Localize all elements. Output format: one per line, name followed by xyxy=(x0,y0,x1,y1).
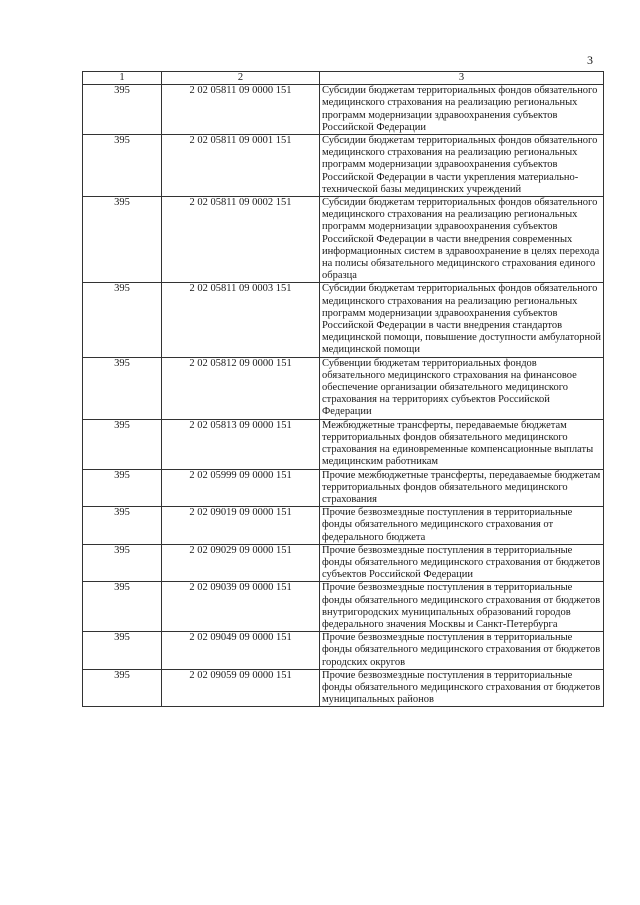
table-header-row xyxy=(83,72,604,85)
description-cell: Субсидии бюджетам территориальных фондов обязательного медицинского страхования на реализацию региональных программ модернизации здравоохранения субъектов Российской Федерации в части внедрения современных информационных систем в здравоохранение в целях перехода на полисы обязательного медицинского страхования единого образца xyxy=(320,197,604,283)
kbk-code-cell: 2 02 05811 09 0001 151 xyxy=(162,135,320,197)
table-row xyxy=(83,582,604,632)
description-cell: Прочие безвозмездные поступления в территориальные фонды обязательного медицинского страхования от бюджетов субъектов Российской Федерации xyxy=(320,544,604,582)
kbk-code-cell: 2 02 09059 09 0000 151 xyxy=(162,669,320,707)
kbk-code-cell: 2 02 05813 09 0000 151 xyxy=(162,419,320,469)
kbk-code-cell: 2 02 09039 09 0000 151 xyxy=(162,582,320,632)
table-row xyxy=(83,283,604,357)
table-row xyxy=(83,197,604,283)
kbk-code-cell: 2 02 05811 09 0000 151 xyxy=(162,85,320,135)
description-cell: Прочие безвозмездные поступления в территориальные фонды обязательного медицинского страхования от бюджетов муниципальных районов xyxy=(320,669,604,707)
description-cell: Субсидии бюджетам территориальных фондов обязательного медицинского страхования на реализацию региональных программ модернизации здравоохранения субъектов Российской Федерации в части внедрения стандартов медицинской помощи, повышение доступности амбулаторной медицинской помощи xyxy=(320,283,604,357)
kbk-code-cell: 2 02 05811 09 0003 151 xyxy=(162,283,320,357)
table-row xyxy=(83,469,604,507)
description-cell: Прочие безвозмездные поступления в территориальные фонды обязательного медицинского страхования от бюджетов внутригородских муниципальных образований городов федерального значения Москвы и Санкт-Петербурга xyxy=(320,582,604,632)
kbk-code-cell: 2 02 09049 09 0000 151 xyxy=(162,632,320,670)
admin-code-cell: 395 xyxy=(83,283,162,357)
admin-code-cell: 395 xyxy=(83,632,162,670)
admin-code-cell: 395 xyxy=(83,197,162,283)
admin-code-cell: 395 xyxy=(83,669,162,707)
kbk-code-cell: 2 02 05812 09 0000 151 xyxy=(162,357,320,419)
description-cell: Прочие безвозмездные поступления в территориальные фонды обязательного медицинского страхования от федерального бюджета xyxy=(320,507,604,545)
kbk-code-cell: 2 02 09029 09 0000 151 xyxy=(162,544,320,582)
admin-code-cell: 395 xyxy=(83,469,162,507)
description-cell: Прочие межбюджетные трансферты, передаваемые бюджетам территориальных фондов обязательного медицинского страхования xyxy=(320,469,604,507)
admin-code-cell: 395 xyxy=(83,419,162,469)
admin-code-cell: 395 xyxy=(83,135,162,197)
table-row xyxy=(83,85,604,135)
admin-code-cell: 395 xyxy=(83,85,162,135)
description-cell: Субсидии бюджетам территориальных фондов обязательного медицинского страхования на реализацию региональных программ модернизации здравоохранения субъектов Российской Федерации в части укрепления материально-технической базы медицинских учреждений xyxy=(320,135,604,197)
kbk-code-cell: 2 02 09019 09 0000 151 xyxy=(162,507,320,545)
table-row xyxy=(83,544,604,582)
table-row xyxy=(83,507,604,545)
table-row xyxy=(83,135,604,197)
description-cell: Прочие безвозмездные поступления в территориальные фонды обязательного медицинского страхования от бюджетов городских округов xyxy=(320,632,604,670)
column-header-1: 1 xyxy=(83,72,162,85)
admin-code-cell: 395 xyxy=(83,544,162,582)
admin-code-cell: 395 xyxy=(83,582,162,632)
table-row xyxy=(83,419,604,469)
kbk-code-cell: 2 02 05811 09 0002 151 xyxy=(162,197,320,283)
budget-classification-table xyxy=(82,71,604,707)
table-row xyxy=(83,632,604,670)
admin-code-cell: 395 xyxy=(83,507,162,545)
admin-code-cell: 395 xyxy=(83,357,162,419)
description-cell: Субсидии бюджетам территориальных фондов обязательного медицинского страхования на реализацию региональных программ модернизации здравоохранения субъектов Российской Федерации xyxy=(320,85,604,135)
table-row xyxy=(83,669,604,707)
table-body xyxy=(83,72,604,707)
column-header-3: 3 xyxy=(320,72,604,85)
table-row xyxy=(83,357,604,419)
page-number: 3 xyxy=(587,53,593,67)
column-header-2: 2 xyxy=(162,72,320,85)
description-cell: Субвенции бюджетам территориальных фондов обязательного медицинского страхования на финансовое обеспечение организации обязательного медицинского страхования на территориях субъектов Российской Федерации xyxy=(320,357,604,419)
description-cell: Межбюджетные трансферты, передаваемые бюджетам территориальных фондов обязательного медицинского страхования на единовременные компенсационные выплаты медицинским работникам xyxy=(320,419,604,469)
kbk-code-cell: 2 02 05999 09 0000 151 xyxy=(162,469,320,507)
